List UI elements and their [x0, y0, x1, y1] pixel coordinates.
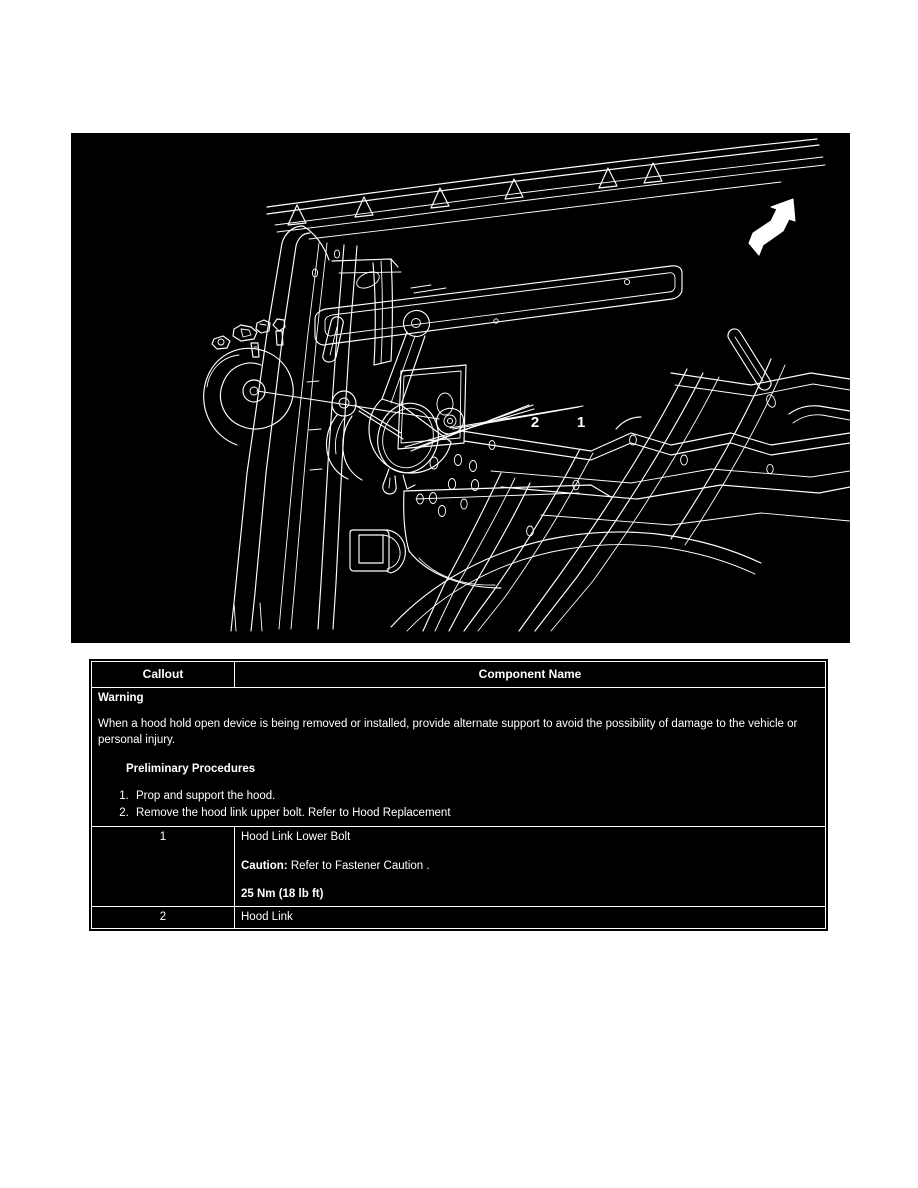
bracket-strap	[323, 317, 343, 362]
recess-plate	[398, 365, 466, 449]
illustration-panel	[71, 133, 850, 643]
component-table	[89, 659, 828, 931]
preliminary-step-2: 2. Remove the hood link upper bolt. Refer to Hood Replacement	[132, 805, 819, 822]
support-rod	[728, 329, 777, 409]
header-callout: Callout	[92, 662, 235, 688]
link-clevis-bracket	[326, 391, 403, 480]
upper-reinforcement-panel	[315, 266, 682, 345]
preliminary-steps-list	[98, 788, 819, 821]
row-1-torque: 25 Nm (18 lb ft)	[241, 888, 324, 901]
row-2-callout: 2	[92, 906, 235, 929]
inner-panel-contours	[303, 226, 401, 365]
warning-cell	[92, 688, 826, 827]
header-component-name: Component Name	[235, 662, 826, 688]
hinge-fasteners	[212, 319, 285, 357]
callout-2-label: 2	[530, 414, 540, 431]
direction-arrow-icon	[749, 199, 795, 255]
row-1-callout: 1	[92, 827, 235, 907]
warning-row	[92, 688, 826, 827]
upper-rail-group	[267, 139, 825, 239]
table-row-1	[92, 827, 826, 907]
row-1-component	[235, 827, 826, 907]
row-1-name: Hood Link Lower Bolt	[241, 831, 351, 844]
row-1-caution	[241, 859, 819, 875]
hood-link-arm	[369, 310, 451, 494]
warning-body: When a hood hold open device is being removed or installed, provide alternate support to avoid the possibility of damage to the vehicle or personal injury.	[98, 717, 798, 746]
preliminary-step-1: 1. Prop and support the hood.	[132, 788, 819, 805]
row-1-caution-label: Caution:	[241, 859, 288, 872]
row-2-component: Hood Link	[235, 906, 826, 929]
preliminary-procedures-title: Preliminary Procedures	[126, 763, 256, 776]
latch-striker-block	[350, 530, 405, 573]
callout-2	[415, 405, 539, 448]
body-edge-lines	[234, 603, 262, 631]
row-1-caution-text: Refer to Fastener Caution .	[290, 859, 430, 872]
callout-1-label: 1	[576, 414, 586, 431]
bolt-hole-cluster	[312, 250, 773, 536]
warning-title: Warning	[98, 692, 144, 705]
table-header-row	[92, 662, 826, 688]
table-row-2	[92, 906, 826, 929]
hood-link-assembly-diagram	[71, 133, 850, 643]
